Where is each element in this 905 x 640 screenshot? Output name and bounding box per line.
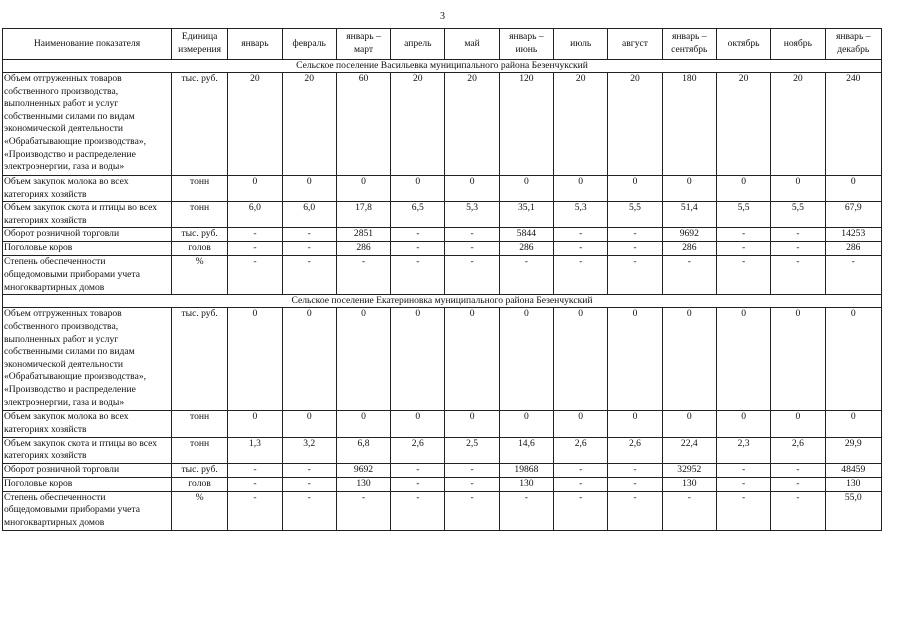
indicator-value: -: [445, 228, 499, 242]
indicator-value: 130: [825, 477, 881, 491]
indicator-value: 286: [336, 242, 390, 256]
indicator-name: Объем закупок молока во всех категориях хозяйств: [3, 176, 172, 202]
indicator-value: 0: [445, 308, 499, 411]
indicator-value: 0: [282, 176, 336, 202]
section-row: [3, 295, 882, 308]
indicator-unit: тонн: [171, 411, 227, 437]
indicator-value: 240: [825, 73, 881, 176]
indicator-name: Степень обеспеченности общедомовыми приборами учета многоквартирных домов: [3, 256, 172, 295]
indicator-value: -: [445, 477, 499, 491]
indicator-value: 0: [445, 176, 499, 202]
indicator-unit: тонн: [171, 202, 227, 228]
indicator-value: -: [228, 242, 282, 256]
indicator-value: 1,3: [228, 437, 282, 463]
indicator-value: -: [336, 491, 390, 530]
indicator-value: 0: [608, 308, 662, 411]
indicator-value: 130: [662, 477, 716, 491]
indicator-value: -: [499, 491, 553, 530]
indicator-value: 20: [716, 73, 770, 176]
indicator-value: -: [391, 463, 445, 477]
table-body: [3, 60, 882, 531]
indicator-value: -: [771, 242, 825, 256]
indicator-value: -: [282, 463, 336, 477]
indicator-value: 0: [716, 176, 770, 202]
page-number: 3: [440, 11, 445, 22]
indicator-value: -: [554, 242, 608, 256]
indicator-value: -: [391, 491, 445, 530]
indicator-value: 6,0: [228, 202, 282, 228]
indicator-value: -: [391, 477, 445, 491]
indicator-value: -: [445, 491, 499, 530]
header-period: июль: [554, 29, 608, 60]
indicator-value: 67,9: [825, 202, 881, 228]
indicator-unit: тонн: [171, 437, 227, 463]
indicator-value: 0: [554, 176, 608, 202]
table-row: [3, 73, 882, 176]
indicator-value: -: [391, 228, 445, 242]
indicator-value: -: [445, 242, 499, 256]
indicator-value: 0: [662, 308, 716, 411]
indicator-value: 2851: [336, 228, 390, 242]
indicator-value: -: [228, 463, 282, 477]
header-period: май: [445, 29, 499, 60]
indicator-value: 20: [608, 73, 662, 176]
indicator-value: 32952: [662, 463, 716, 477]
indicator-value: 0: [499, 176, 553, 202]
indicator-value: -: [771, 256, 825, 295]
indicator-value: 19868: [499, 463, 553, 477]
indicator-value: -: [771, 477, 825, 491]
indicator-value: 0: [771, 176, 825, 202]
indicator-value: 14,6: [499, 437, 553, 463]
indicator-value: 3,2: [282, 437, 336, 463]
indicator-name: Объем закупок молока во всех категориях хозяйств: [3, 411, 172, 437]
table-row: [3, 228, 882, 242]
indicator-value: 5,5: [716, 202, 770, 228]
indicator-unit: тыс. руб.: [171, 228, 227, 242]
header-period: ноябрь: [771, 29, 825, 60]
indicator-value: 2,5: [445, 437, 499, 463]
indicator-value: 0: [228, 176, 282, 202]
indicator-value: 0: [228, 308, 282, 411]
indicator-value: 180: [662, 73, 716, 176]
indicator-value: -: [716, 477, 770, 491]
indicator-value: 0: [554, 411, 608, 437]
indicator-value: 0: [336, 411, 390, 437]
header-period: январь – июнь: [499, 29, 553, 60]
indicator-value: 0: [499, 411, 553, 437]
indicator-value: 55,0: [825, 491, 881, 530]
indicator-value: -: [554, 491, 608, 530]
indicator-value: -: [282, 256, 336, 295]
indicator-value: -: [282, 477, 336, 491]
indicator-value: -: [716, 491, 770, 530]
indicator-value: -: [282, 491, 336, 530]
indicator-value: -: [825, 256, 881, 295]
header-period: апрель: [391, 29, 445, 60]
indicator-value: 120: [499, 73, 553, 176]
indicator-value: 0: [336, 308, 390, 411]
indicator-value: 5844: [499, 228, 553, 242]
indicator-name: Степень обеспеченности общедомовыми приборами учета многоквартирных домов: [3, 491, 172, 530]
indicator-value: 0: [771, 411, 825, 437]
indicator-value: -: [391, 256, 445, 295]
indicator-value: 5,3: [445, 202, 499, 228]
indicator-value: -: [608, 256, 662, 295]
indicator-value: 0: [445, 411, 499, 437]
indicator-value: 20: [554, 73, 608, 176]
indicator-value: -: [716, 463, 770, 477]
indicator-value: -: [228, 228, 282, 242]
indicator-value: 0: [716, 308, 770, 411]
indicator-value: 20: [391, 73, 445, 176]
indicator-value: 0: [716, 411, 770, 437]
indicator-value: 2,6: [554, 437, 608, 463]
indicator-value: -: [662, 256, 716, 295]
indicator-unit: тыс. руб.: [171, 308, 227, 411]
indicator-value: -: [771, 491, 825, 530]
indicators-table: [2, 28, 882, 531]
indicator-value: 286: [662, 242, 716, 256]
header-period: август: [608, 29, 662, 60]
indicator-value: 20: [282, 73, 336, 176]
indicator-value: 20: [445, 73, 499, 176]
indicator-value: -: [391, 242, 445, 256]
indicator-value: -: [336, 256, 390, 295]
indicator-value: 0: [662, 411, 716, 437]
indicator-value: 6,5: [391, 202, 445, 228]
indicator-value: 130: [499, 477, 553, 491]
indicator-value: 48459: [825, 463, 881, 477]
indicator-value: -: [662, 491, 716, 530]
header-period: январь – март: [336, 29, 390, 60]
indicator-value: 29,9: [825, 437, 881, 463]
indicator-name: Оборот розничной торговли: [3, 463, 172, 477]
table-row: [3, 463, 882, 477]
indicator-unit: голов: [171, 477, 227, 491]
table-row: [3, 491, 882, 530]
indicator-value: 6,8: [336, 437, 390, 463]
indicator-name: Объем закупок скота и птицы во всех категориях хозяйств: [3, 437, 172, 463]
table-row: [3, 308, 882, 411]
indicator-value: 0: [282, 411, 336, 437]
indicator-value: -: [228, 256, 282, 295]
header-period: январь: [228, 29, 282, 60]
indicator-unit: тыс. руб.: [171, 73, 227, 176]
table-row: [3, 477, 882, 491]
header-name: Наименование показателя: [3, 29, 172, 60]
indicator-value: 0: [554, 308, 608, 411]
header-period: февраль: [282, 29, 336, 60]
header-row: [3, 29, 882, 60]
indicator-name: Поголовье коров: [3, 477, 172, 491]
indicator-name: Объем закупок скота и птицы во всех категориях хозяйств: [3, 202, 172, 228]
indicator-value: -: [608, 463, 662, 477]
section-title: Сельское поселение Васильевка муниципального района Безенчукский: [3, 60, 882, 73]
indicator-value: -: [554, 477, 608, 491]
indicator-value: -: [228, 491, 282, 530]
indicator-value: 0: [336, 176, 390, 202]
indicator-value: 9692: [336, 463, 390, 477]
indicator-value: -: [608, 491, 662, 530]
indicator-value: 5,3: [554, 202, 608, 228]
indicator-value: 2,6: [608, 437, 662, 463]
indicator-value: 0: [825, 411, 881, 437]
indicator-value: -: [716, 256, 770, 295]
indicator-unit: %: [171, 256, 227, 295]
indicator-unit: тыс. руб.: [171, 463, 227, 477]
indicator-value: 130: [336, 477, 390, 491]
indicator-value: 6,0: [282, 202, 336, 228]
indicator-value: -: [608, 228, 662, 242]
header-period: октябрь: [716, 29, 770, 60]
indicator-value: 0: [228, 411, 282, 437]
section-title: Сельское поселение Екатериновка муниципального района Безенчукский: [3, 295, 882, 308]
indicator-value: 60: [336, 73, 390, 176]
indicator-value: 0: [608, 411, 662, 437]
indicator-value: 0: [825, 308, 881, 411]
header-period: январь – сентябрь: [662, 29, 716, 60]
table-row: [3, 176, 882, 202]
section-row: [3, 60, 882, 73]
table-row: [3, 242, 882, 256]
indicator-value: -: [228, 477, 282, 491]
header-unit: Единица измерения: [171, 29, 227, 60]
indicator-value: 2,3: [716, 437, 770, 463]
indicator-name: Объем отгруженных товаров собственного производства, выполненных работ и услуг собственными силами по видам экономической деятельности «Обрабатывающие производства», «Производство и распределение электроэнергии, газа и воды»: [3, 73, 172, 176]
indicator-value: 22,4: [662, 437, 716, 463]
indicator-value: 51,4: [662, 202, 716, 228]
indicator-value: -: [445, 256, 499, 295]
indicator-value: 5,5: [608, 202, 662, 228]
indicator-value: -: [771, 228, 825, 242]
indicator-value: -: [608, 477, 662, 491]
indicator-value: -: [608, 242, 662, 256]
indicator-unit: %: [171, 491, 227, 530]
indicator-value: -: [554, 463, 608, 477]
indicator-value: 0: [391, 308, 445, 411]
indicator-value: 20: [771, 73, 825, 176]
indicator-value: 20: [228, 73, 282, 176]
indicator-value: -: [554, 256, 608, 295]
indicator-value: 14253: [825, 228, 881, 242]
indicator-value: -: [499, 256, 553, 295]
indicator-value: 0: [499, 308, 553, 411]
indicator-value: 286: [825, 242, 881, 256]
indicator-name: Поголовье коров: [3, 242, 172, 256]
indicator-value: 17,8: [336, 202, 390, 228]
indicator-value: -: [716, 228, 770, 242]
indicator-value: 0: [771, 308, 825, 411]
table-row: [3, 411, 882, 437]
indicator-value: -: [282, 242, 336, 256]
indicator-value: 2,6: [391, 437, 445, 463]
indicator-value: 286: [499, 242, 553, 256]
indicator-name: Объем отгруженных товаров собственного производства, выполненных работ и услуг собственными силами по видам экономической деятельности «Обрабатывающие производства», «Производство и распределение электроэнергии, газа и воды»: [3, 308, 172, 411]
indicator-value: 2,6: [771, 437, 825, 463]
indicator-unit: тонн: [171, 176, 227, 202]
indicator-value: -: [282, 228, 336, 242]
indicator-value: -: [554, 228, 608, 242]
table-row: [3, 202, 882, 228]
indicator-value: 0: [825, 176, 881, 202]
table-row: [3, 437, 882, 463]
indicator-value: 0: [662, 176, 716, 202]
indicator-value: 35,1: [499, 202, 553, 228]
indicator-value: 0: [391, 176, 445, 202]
indicator-value: 5,5: [771, 202, 825, 228]
indicator-value: 0: [282, 308, 336, 411]
indicator-value: 0: [391, 411, 445, 437]
indicator-value: -: [771, 463, 825, 477]
indicator-value: -: [445, 463, 499, 477]
indicator-value: 0: [608, 176, 662, 202]
table-row: [3, 256, 882, 295]
indicator-value: 9692: [662, 228, 716, 242]
indicator-value: -: [716, 242, 770, 256]
indicator-unit: голов: [171, 242, 227, 256]
indicator-name: Оборот розничной торговли: [3, 228, 172, 242]
header-period: январь – декабрь: [825, 29, 881, 60]
